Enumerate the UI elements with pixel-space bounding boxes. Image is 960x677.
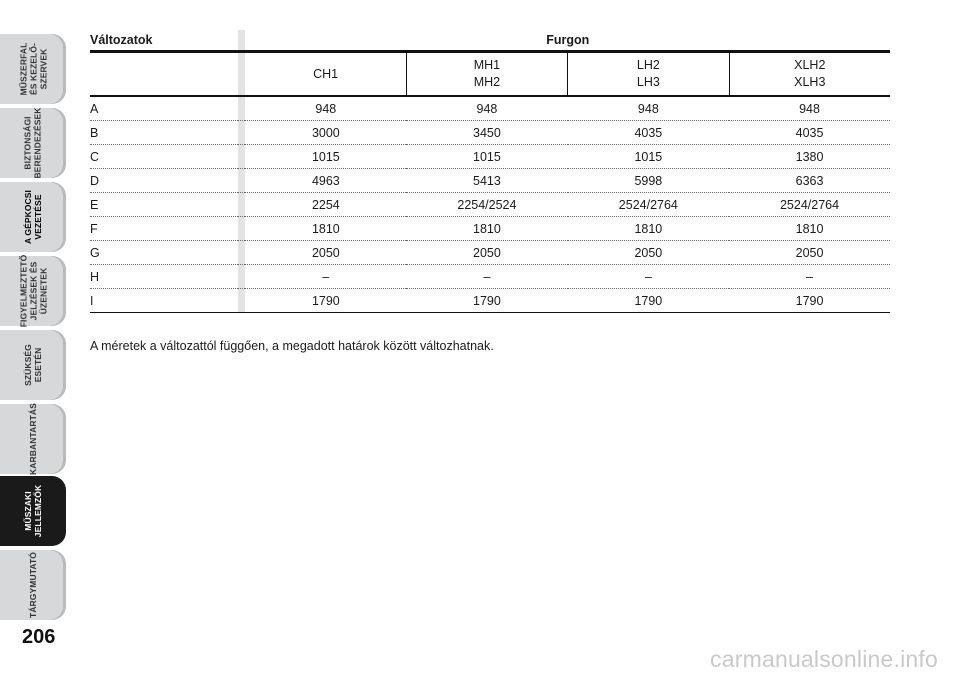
- column-separator: [238, 169, 246, 193]
- table-cell: 1015: [568, 145, 729, 169]
- model-header-blank: [90, 52, 238, 97]
- tab-szukseg-eseten[interactable]: [0, 330, 66, 400]
- table-cell: 1790: [245, 289, 406, 313]
- row-label: A: [90, 96, 238, 121]
- table-row: [90, 193, 890, 217]
- versions-header: Változatok: [90, 30, 238, 52]
- footnote: A méretek a változattól függően, a megadott határok között változhatnak.: [90, 339, 494, 353]
- model-name: LH2: [636, 58, 660, 72]
- model-header-cell: [729, 52, 890, 97]
- tab-label: SZÜKSÉG ESETÉN: [22, 344, 43, 386]
- table-cell: 948: [406, 96, 567, 121]
- table-cell: 1810: [406, 217, 567, 241]
- tab-label: MŰSZAKI JELLEMZŐK: [23, 484, 43, 538]
- table-cell: 2050: [568, 241, 729, 265]
- row-label: F: [90, 217, 238, 241]
- table-cell: 2524/2764: [568, 193, 729, 217]
- table-row: [90, 241, 890, 265]
- column-separator: [238, 52, 246, 97]
- table-row: [90, 145, 890, 169]
- table-cell: 1810: [729, 217, 890, 241]
- row-label: B: [90, 121, 238, 145]
- tab-muszaki-jellemzok[interactable]: [0, 476, 66, 546]
- table-cell: 2524/2764: [729, 193, 890, 217]
- table-cell: 3000: [245, 121, 406, 145]
- row-label: E: [90, 193, 238, 217]
- table-cell: 948: [245, 96, 406, 121]
- table-row: [90, 265, 890, 289]
- table-cell: 1790: [406, 289, 567, 313]
- table-cell: 1790: [568, 289, 729, 313]
- tab-muszerfal[interactable]: [0, 34, 66, 104]
- column-separator: [238, 96, 246, 121]
- table-cell: 948: [568, 96, 729, 121]
- table-cell: 2050: [245, 241, 406, 265]
- column-separator: [238, 241, 246, 265]
- table-cell: 6363: [729, 169, 890, 193]
- table-row: [90, 289, 890, 313]
- page-number: 206: [22, 626, 56, 648]
- table-cell: 948: [729, 96, 890, 121]
- table-row: [90, 121, 890, 145]
- tab-label: KARBANTARTÁS: [28, 403, 38, 475]
- table-cell: –: [245, 265, 406, 289]
- table-row: [90, 169, 890, 193]
- table-cell: 1810: [245, 217, 406, 241]
- tab-biztonsagi[interactable]: [0, 108, 66, 178]
- model-name: XLH2: [794, 58, 826, 72]
- column-separator: [238, 30, 246, 52]
- row-label: H: [90, 265, 238, 289]
- model-name: XLH3: [794, 75, 826, 89]
- model-header-cell: [245, 52, 406, 97]
- table-body: [90, 96, 890, 313]
- table-row: [90, 96, 890, 121]
- table-cell: 3450: [406, 121, 567, 145]
- tab-karbantartas[interactable]: [0, 404, 66, 474]
- table-cell: 2254: [245, 193, 406, 217]
- model-header-cell: [568, 52, 729, 97]
- tab-label: MŰSZERFAL ÉS KEZELŐ- SZERVEK: [18, 42, 48, 96]
- table-cell: –: [406, 265, 567, 289]
- table-cell: 5413: [406, 169, 567, 193]
- table-cell: 1015: [406, 145, 567, 169]
- table-title-row: [90, 30, 890, 52]
- table-cell: –: [568, 265, 729, 289]
- chapter-tab-strip: [0, 0, 72, 677]
- model-name: CH1: [313, 66, 339, 81]
- table-cell: 1380: [729, 145, 890, 169]
- watermark: carmanualsonline.info: [710, 646, 938, 672]
- row-label: C: [90, 145, 238, 169]
- table-cell: 4035: [729, 121, 890, 145]
- table-cell: 2050: [729, 241, 890, 265]
- table-cell: –: [729, 265, 890, 289]
- tab-label: A GÉPKOCSI VEZETÉSE: [23, 189, 43, 245]
- furgon-header: Furgon: [245, 30, 890, 52]
- model-name: MH1: [473, 58, 501, 72]
- table-cell: 4035: [568, 121, 729, 145]
- table-cell: 1810: [568, 217, 729, 241]
- table-cell: 2050: [406, 241, 567, 265]
- column-separator: [238, 217, 246, 241]
- column-separator: [238, 265, 246, 289]
- table-cell: 4963: [245, 169, 406, 193]
- table-cell: 2254/2524: [406, 193, 567, 217]
- tab-gepkocsi-vezetese[interactable]: [0, 182, 66, 252]
- table-row: [90, 217, 890, 241]
- table-cell: 1790: [729, 289, 890, 313]
- row-label: G: [90, 241, 238, 265]
- row-label: I: [90, 289, 238, 313]
- model-header-row: [90, 52, 890, 97]
- column-separator: [238, 289, 246, 313]
- model-name: LH3: [636, 75, 660, 89]
- row-label: D: [90, 169, 238, 193]
- tab-label: BIZTONSÁGI BERENDEZÉSEK: [23, 107, 44, 179]
- table-cell: 5998: [568, 169, 729, 193]
- model-header-cell: [406, 52, 567, 97]
- tab-figyelmezteto[interactable]: [0, 256, 66, 326]
- tab-label: FIGYELMEZTETŐ JELZÉSEK ÉS ÜZENETEK: [18, 254, 49, 328]
- dimensions-table: [90, 30, 890, 313]
- tab-label: TÁRGYMUTATÓ: [27, 552, 38, 618]
- table-cell: 1015: [245, 145, 406, 169]
- column-separator: [238, 193, 246, 217]
- column-separator: [238, 121, 246, 145]
- tab-targymutato[interactable]: [0, 550, 66, 620]
- model-name: MH2: [473, 75, 501, 89]
- column-separator: [238, 145, 246, 169]
